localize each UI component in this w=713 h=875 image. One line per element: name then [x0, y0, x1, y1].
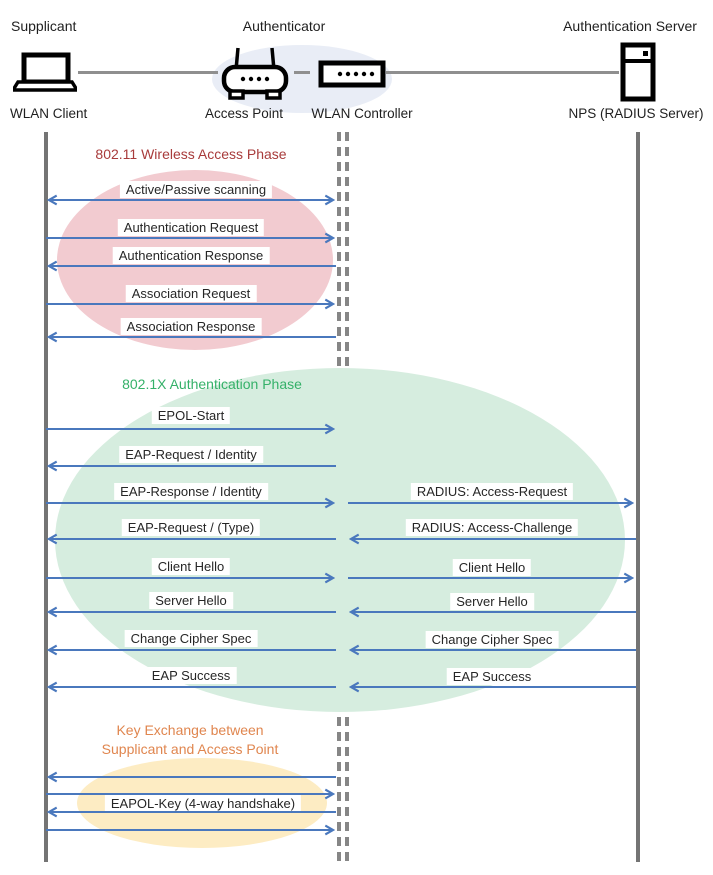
message-label: Active/Passive scanning: [120, 181, 272, 198]
message-label: EAP-Response / Identity: [114, 483, 268, 500]
message-label: EAP-Request / Identity: [119, 446, 263, 463]
actor-device-nps-radius-server: NPS (RADIUS Server): [568, 106, 704, 121]
message-label: EAPOL-Key (4-way handshake): [105, 795, 301, 812]
phase3-title: [102, 721, 279, 759]
message-label: Authentication Request: [118, 219, 264, 236]
message-label: Authentication Response: [113, 247, 270, 264]
message-label: Client Hello: [152, 558, 230, 575]
actor-role-supplicant: Supplicant: [11, 18, 77, 34]
message-label: EAP Success: [447, 668, 538, 685]
message-label: Association Response: [121, 318, 262, 335]
message-label: EAP Success: [146, 667, 237, 684]
lifeline-supplicant: [44, 132, 48, 862]
actor-device-wlan-client: WLAN Client: [10, 106, 88, 121]
connector-line: [78, 71, 218, 74]
message-label: Change Cipher Spec: [426, 631, 559, 648]
message-label: EPOL-Start: [152, 407, 230, 424]
connector-line: [294, 71, 310, 74]
lifeline-authentication-server: [636, 132, 640, 862]
phase3-title-line2: Supplicant and Access Point: [101, 741, 279, 757]
message-label: Client Hello: [453, 559, 531, 576]
message-label: RADIUS: Access-Challenge: [406, 519, 578, 536]
server-icon: [620, 42, 656, 102]
actor-device-wlan-controller: WLAN Controller: [311, 106, 413, 121]
actor-role-authentication-server: Authentication Server: [563, 18, 697, 34]
message-label: Association Request: [126, 285, 257, 302]
message-label: EAP-Request / (Type): [122, 519, 260, 536]
message-label: Server Hello: [149, 592, 233, 609]
phase2-title: 802.1X Authentication Phase: [122, 376, 302, 392]
phase1-title: 802.11 Wireless Access Phase: [95, 146, 287, 162]
connector-line: [386, 71, 619, 74]
actor-role-authenticator: Authenticator: [242, 18, 326, 34]
message-label: Change Cipher Spec: [125, 630, 258, 647]
laptop-icon: [13, 52, 77, 92]
access-point-icon: [219, 46, 291, 102]
message-label: Server Hello: [450, 593, 534, 610]
wlan-controller-icon: [318, 60, 386, 88]
message-label: RADIUS: Access-Request: [411, 483, 573, 500]
phase2-ellipse: [55, 368, 625, 712]
phase3-title-line1: Key Exchange between: [116, 722, 264, 738]
actor-device-access-point: Access Point: [204, 106, 284, 121]
